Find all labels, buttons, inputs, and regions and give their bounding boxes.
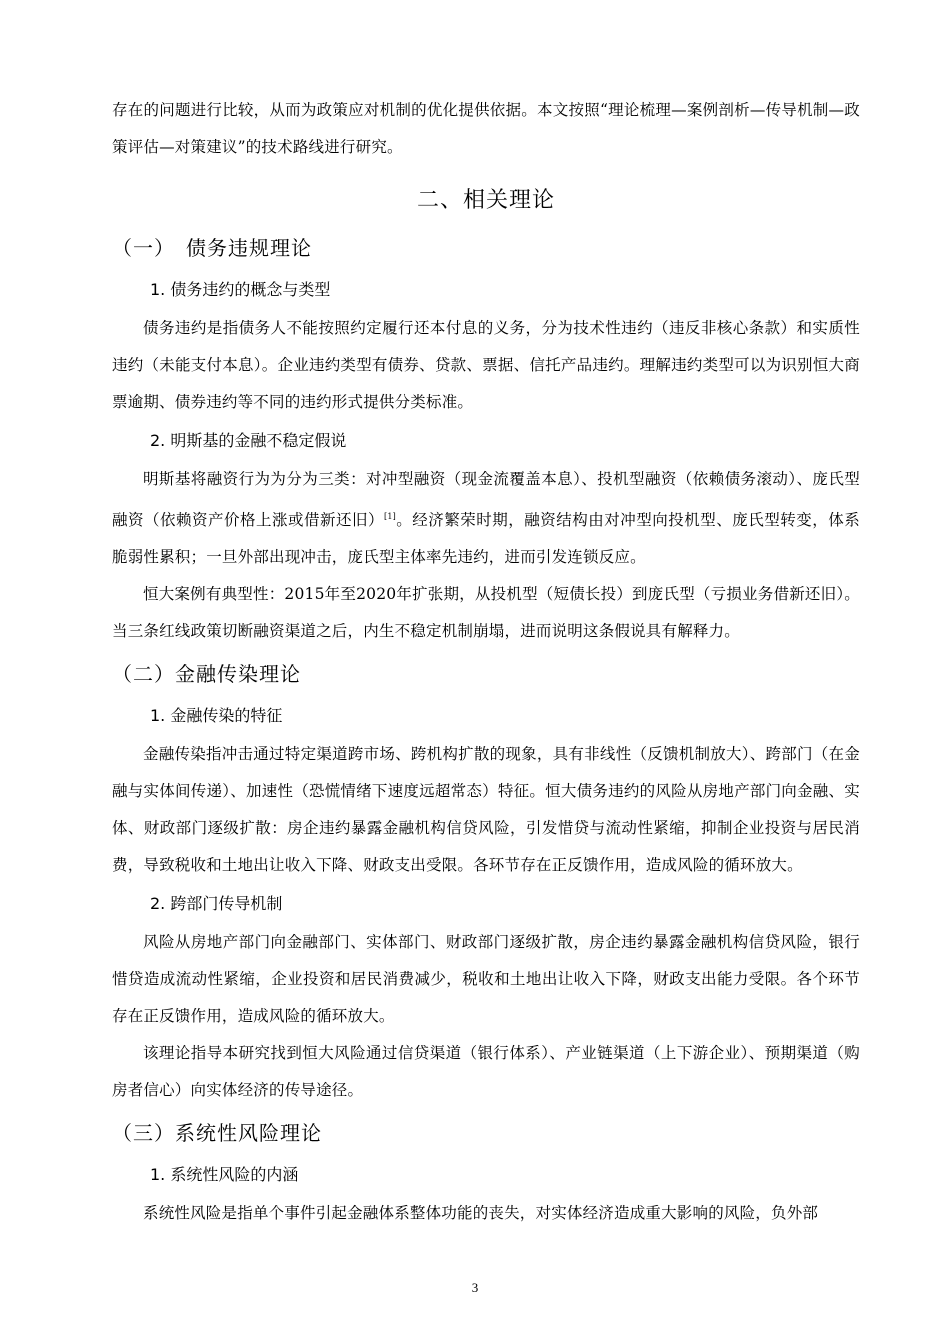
page-number: 3 xyxy=(471,1280,479,1295)
subsection-heading-contagion: （二）金融传染理论 xyxy=(112,662,301,686)
subsection-heading-debt-default: （一） 债务违规理论 xyxy=(112,236,312,260)
minsky-text-a: 明斯基将融资行为为分为三类：对冲型融资（现金流覆盖本息）、投机型融资（依赖债务滚动）、庞氏型融资（依赖资产价格上涨或借新还旧） xyxy=(112,470,860,529)
section-heading-related-theory: 二、相关理论 xyxy=(416,188,555,213)
paragraph-contagion-features: 金融传染指冲击通过特定渠道跨市场、跨机构扩散的现象，具有非线性（反馈机制放大）、跨部门（在金融与实体间传递）、加速性（恐慌情绪下速度远超常态）特征。恒大债务违约的风险从房地产部门向金融、实体、财政部门逐级扩散：房企违约暴露金融机构信贷风险，引发惜贷与流动性紧缩，抑制企业投资与居民消费，导致税收和土地出让收入下降、财政支出受限。各环节存在正反馈作用，造成风险的循环放大。 xyxy=(112,745,860,874)
paragraph-guidance: 该理论指导本研究找到恒大风险通过信贷渠道（银行体系）、产业链渠道（上下游企业）、预期渠道（购房者信心）向实体经济的传导途径。 xyxy=(112,1044,860,1099)
paragraph-systemic-start: 系统性风险是指单个事件引起金融体系整体功能的丧失，对实体经济造成重大影响的风险，负外部 xyxy=(143,1204,819,1222)
paragraph-cross-sector: 风险从房地产部门向金融部门、实体部门、财政部门逐级扩散，房企违约暴露金融机构信贷风险，银行惜贷造成流动性紧缩，企业投资和居民消费减少，税收和土地出让收入下降，财政支出能力受限。各个环节存在正反馈作用，造成风险的循环放大。 xyxy=(112,933,860,1025)
subsection-heading-systemic-risk: （三）系统性风险理论 xyxy=(112,1121,322,1145)
paragraph-minsky xyxy=(112,461,860,576)
item-heading-minsky: 2. 明斯基的金融不稳定假说 xyxy=(150,431,347,450)
paragraph-evergrande-case: 恒大案例有典型性：2015年至2020年扩张期，从投机型（短债长投）到庞氏型（亏损业务借新还旧）。当三条红线政策切断融资渠道之后，内生不稳定机制崩塌，进而说明这条假说具有解释力。 xyxy=(112,585,860,640)
item-heading-cross-sector: 2. 跨部门传导机制 xyxy=(150,894,283,913)
citation-ref: [1] xyxy=(384,512,396,521)
page-content xyxy=(112,92,860,1232)
paragraph-default-concept: 债务违约是指债务人不能按照约定履行还本付息的义务，分为技术性违约（违反非核心条款）和实质性违约（未能支付本息）。企业违约类型有债券、贷款、票据、信托产品违约。理解违约类型可以为识别恒大商票逾期、债券违约等不同的违约形式提供分类标准。 xyxy=(112,319,860,411)
item-heading-contagion-features: 1. 金融传染的特征 xyxy=(150,706,283,725)
minsky-text-b: 。经济繁荣时期，融资结构由对冲型向投机型、庞氏型转变，体系脆弱性累积；一旦外部出现冲击，庞氏型主体率先违约，进而引发连锁反应。 xyxy=(112,511,860,566)
item-heading-systemic-meaning: 1. 系统性风险的内涵 xyxy=(150,1165,299,1184)
item-heading-default-concept: 1. 债务违约的概念与类型 xyxy=(150,280,331,299)
paragraph-intro-end: 存在的问题进行比较，从而为政策应对机制的优化提供依据。本文按照“理论梳理—案例剖析—传导机制—政策评估—对策建议”的技术路线进行研究。 xyxy=(112,101,860,156)
